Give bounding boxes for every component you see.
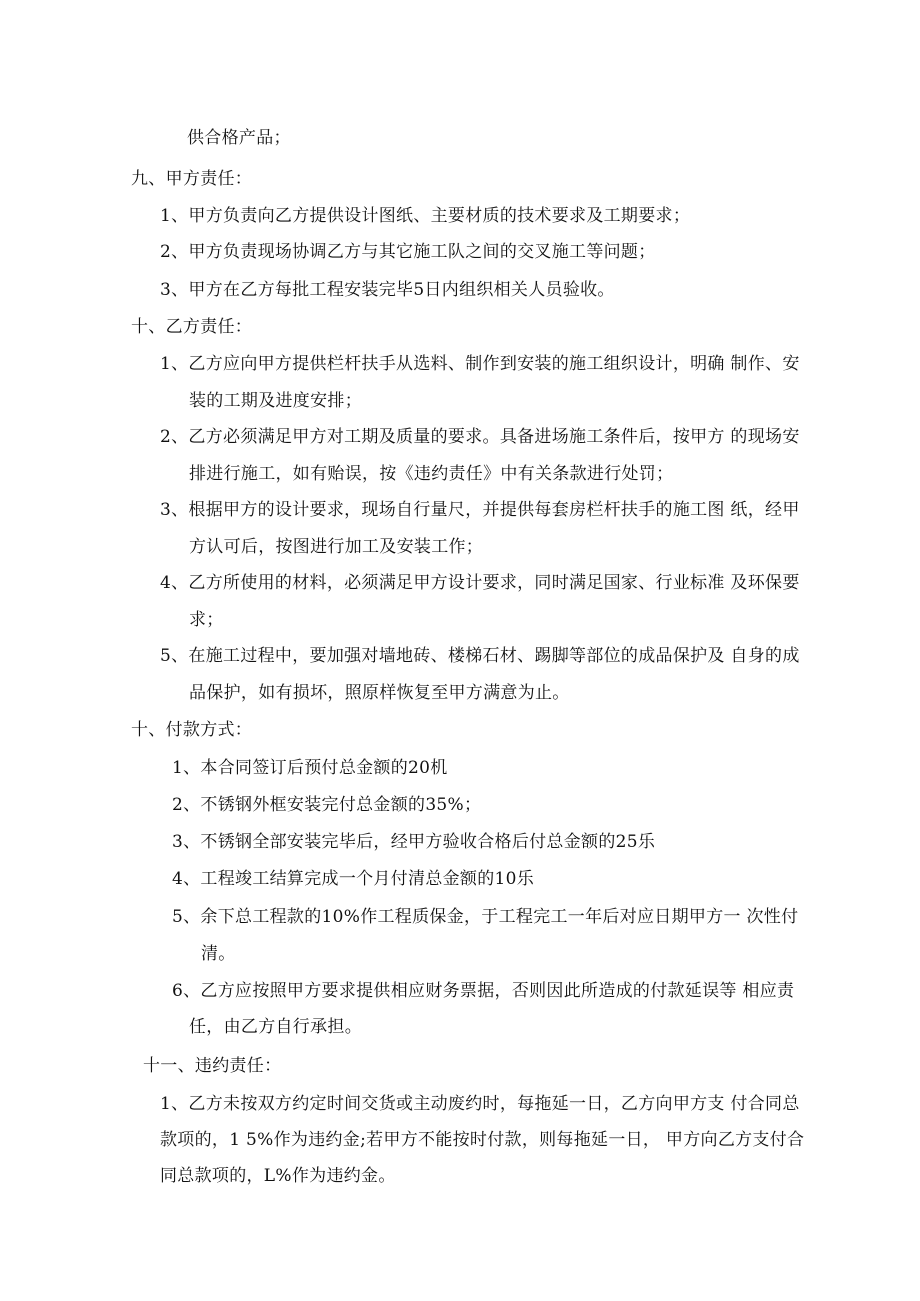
section-9-heading: 九、甲方责任： bbox=[131, 169, 253, 189]
section-10b-item-4-line-1: 4、工程竣工结算完成一个月付清总金额的10乐 bbox=[172, 869, 535, 889]
section-10a-item-1-line-2: 装的工期及进度安排； bbox=[189, 391, 362, 411]
section-9-item-3: 3、甲方在乙方每批工程安装完毕5日内组织相关人员验收。 bbox=[160, 280, 615, 300]
section-10b-item-1-line-1: 1、本合同签订后预付总金额的20机 bbox=[172, 758, 448, 778]
section-10a-item-5-line-1: 5、在施工过程中，要加强对墙地砖、楼梯石材、踢脚等部位的成品保护及 自身的成 bbox=[160, 646, 800, 666]
section-9-item-1: 1、甲方负责向乙方提供设计图纸、主要材质的技术要求及工期要求； bbox=[160, 206, 691, 226]
section-10b-item-2-line-1: 2、不锈钢外框安装完付总金额的35%； bbox=[172, 795, 482, 815]
section-11-line-3: 同总款项的，L%作为违约金。 bbox=[160, 1166, 396, 1186]
section-10b-item-3-line-1: 3、不锈钢全部安装完毕后，经甲方验收合格后付总金额的25乐 bbox=[172, 832, 656, 852]
section-10b-item-6-line-1: 6、乙方应按照甲方要求提供相应财务票据，否则因此所造成的付款延误等 相应责 bbox=[172, 981, 795, 1001]
section-9-item-2: 2、甲方负责现场协调乙方与其它施工队之间的交叉施工等问题； bbox=[160, 242, 656, 262]
section-10b-item-5-line-1: 5、余下总工程款的10%作工程质保金，于工程完工一年后对应日期甲方一 次性付 bbox=[172, 907, 799, 927]
section-10a-item-2-line-2: 排进行施工，如有贻误，按《违约责任》中有关条款进行处罚； bbox=[189, 464, 674, 484]
section-11-heading: 十一、违约责任： bbox=[143, 1056, 282, 1076]
section-10a-item-2-line-1: 2、乙方必须满足甲方对工期及质量的要求。具备进场施工条件后，按甲方 的现场安 bbox=[160, 427, 800, 447]
section-10a-item-3-line-1: 3、根据甲方的设计要求，现场自行量尺，并提供每套房栏杆扶手的施工图 纸，经甲 bbox=[160, 500, 800, 520]
section-11-line-2: 款项的，1 5%作为违约金;若甲方不能按时付款，则每拖延一日， 甲方向乙方支付合 bbox=[160, 1130, 805, 1150]
section-10b-heading: 十、付款方式： bbox=[131, 720, 253, 740]
section-10a-item-5-line-2: 品保护，如有损坏，照原样恢复至甲方满意为止。 bbox=[189, 683, 570, 703]
section-10a-item-4-line-1: 4、乙方所使用的材料，必须满足甲方设计要求，同时满足国家、行业标准 及环保要 bbox=[160, 573, 800, 593]
intro-continuation: 供合格产品； bbox=[187, 128, 291, 148]
section-11-line-1: 1、乙方未按双方约定时间交货或主动废约时，每拖延一日，乙方向甲方支 付合同总 bbox=[160, 1094, 800, 1114]
section-10b-item-5-line-2: 清。 bbox=[201, 944, 236, 964]
section-10a-heading: 十、乙方责任： bbox=[131, 317, 253, 337]
section-10a-item-3-line-2: 方认可后，按图进行加工及安装工作； bbox=[189, 537, 484, 557]
section-10a-item-4-line-2: 求； bbox=[189, 610, 224, 630]
section-10a-item-1-line-1: 1、乙方应向甲方提供栏杆扶手从选料、制作到安装的施工组织设计，明确 制作、安 bbox=[160, 354, 800, 374]
section-10b-item-6-line-2: 任，由乙方自行承担。 bbox=[189, 1017, 362, 1037]
